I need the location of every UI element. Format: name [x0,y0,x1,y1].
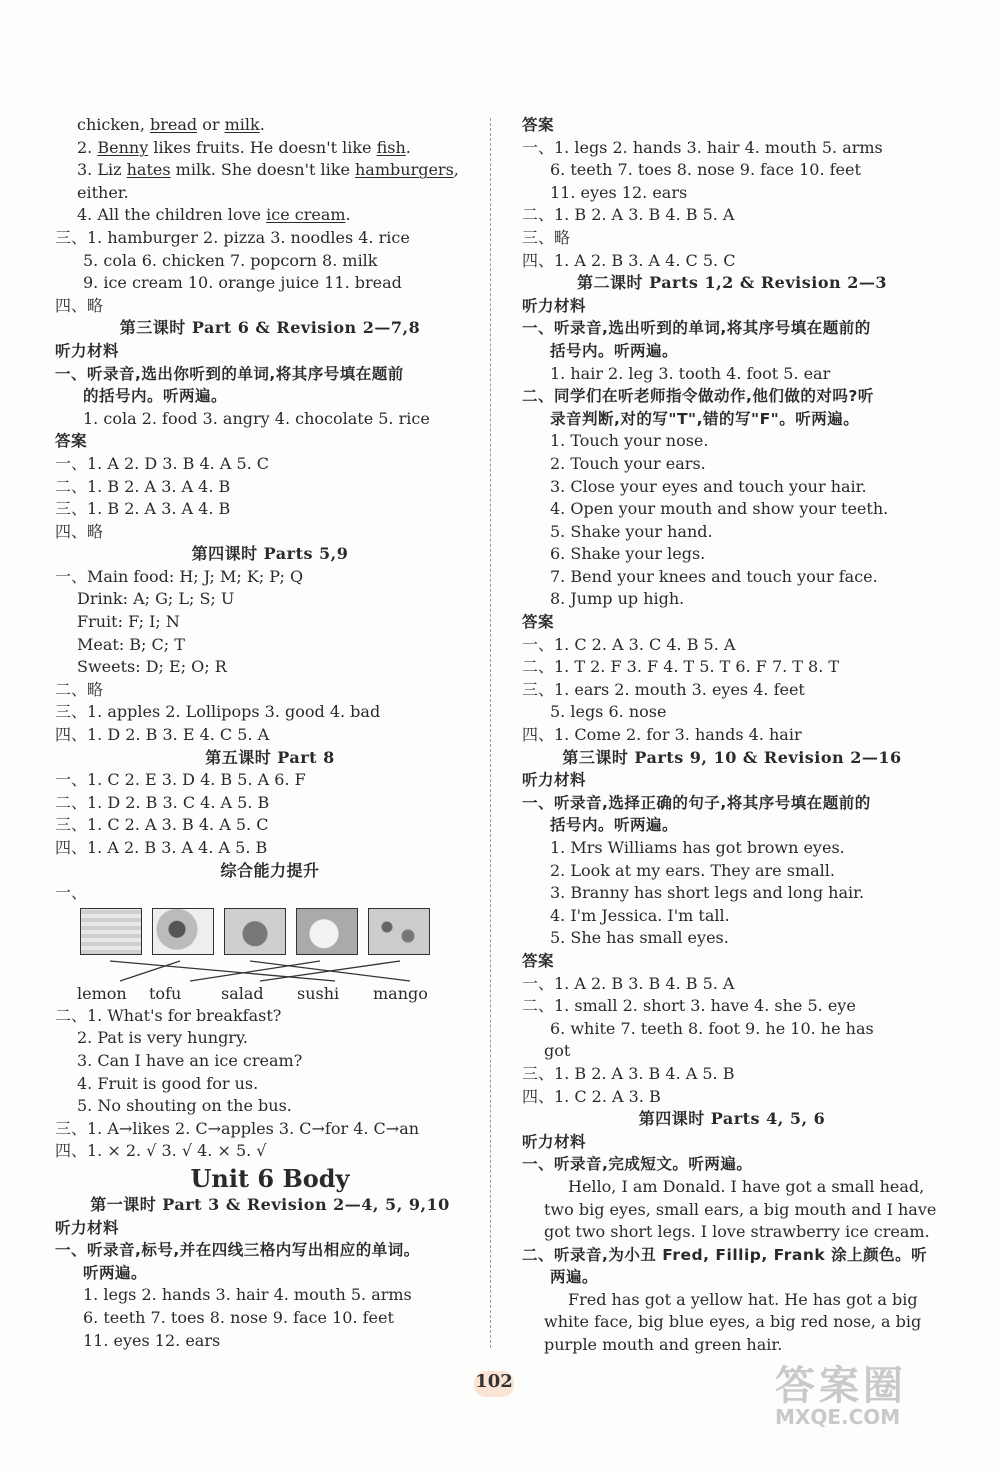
answer-line: 二、1. D 2. B 3. C 4. A 5. B [55,792,270,812]
text-line: 3. Close your eyes and touch your hair. [550,476,867,496]
answer-line: 5. No shouting on the bus. [77,1096,292,1116]
text-line: 5. Shake your hand. [550,521,713,541]
text-line: 1. cola 2. food 3. angry 4. chocolate 5. rice [83,408,430,428]
answer-line: 三、1. B 2. A 3. A 4. B [55,499,231,519]
answer-line: 三、1. B 2. A 3. B 4. A 5. B [522,1063,735,1083]
instruction: 的括号内。听两遍。 [83,387,228,406]
text-line: 3. Liz hates milk. She doesn't like hamburgers, [77,160,459,180]
answer-line: 四、1. A 2. B 3. A 4. C 5. C [522,250,736,270]
answer-line: 一、1. C 2. A 3. C 4. B 5. A [522,634,736,654]
answer-line: 三、略 [522,227,571,247]
instruction: 两遍。 [550,1268,599,1287]
text-line: 4. All the children love ice cream. [77,205,351,225]
watermark-url: MXQE.COM [775,1404,901,1429]
answer-line: 3. Can I have an ice cream? [77,1050,303,1070]
answer-line: 四、1. C 2. A 3. B [522,1086,661,1106]
column-divider [490,118,491,1348]
answer-line: 一、1. legs 2. hands 3. hair 4. mouth 5. arms [522,137,883,157]
text-line: Hello, I am Donald. I have got a small head, [568,1176,925,1196]
answer-line: 二、1. small 2. short 3. have 4. she 5. eye [522,996,856,1016]
instruction: 一、听录音,选择正确的句子,将其序号填在题前的 [522,793,871,812]
instruction: 括号内。听两遍。 [550,816,679,835]
answer-line: 4. Fruit is good for us. [77,1073,259,1093]
text-line: two big eyes, small ears, a big mouth and I have [544,1199,937,1219]
matching-lines [80,959,440,983]
label-listening: 听力材料 [55,1218,120,1237]
instruction: 一、听录音,完成短文。听两遍。 [522,1155,753,1174]
label-listening: 听力材料 [55,341,120,360]
food-pictures [80,908,485,955]
match-words [77,983,485,1005]
answer-line: got [544,1041,571,1061]
answer-line: 6. teeth 7. toes 8. nose 9. face 10. feet [550,160,861,180]
answer-line: 9. ice cream 10. orange juice 11. bread [83,273,402,293]
section-heading: 综合能力提升 [220,860,320,880]
answer-line: 二、1. B 2. A 3. A 4. B [55,476,231,496]
text-line: 8. Jump up high. [550,589,685,609]
answer-line: 四、1. A 2. B 3. A 4. A 5. B [55,838,268,857]
instruction: 括号内。听两遍。 [550,341,679,360]
text-line: white face, big blue eyes, a big red nose, a big [544,1312,922,1332]
instruction: 听两遍。 [83,1263,148,1282]
text-line: 2. Look at my ears. They are small. [550,860,835,880]
food-image [368,908,430,955]
watermark [775,1363,990,1465]
section-heading: 第一课时 Part 3 & Revision 2—4, 5, 9,10 [90,1194,450,1214]
answer-line: 5. cola 6. chicken 7. popcorn 8. milk [83,250,378,270]
answer-line: 一、1. A 2. D 3. B 4. A 5. C [55,453,270,473]
answer-line: 三、1. C 2. A 3. B 4. A 5. C [55,815,269,835]
answer-line: 三、1. apples 2. Lollipops 3. good 4. bad [55,702,381,722]
answer-line: 一、1. C 2. E 3. D 4. B 5. A 6. F [55,770,306,790]
answer-line: Drink: A; G; L; S; U [77,589,235,609]
food-image [152,908,214,955]
text-line: 6. Shake your legs. [550,544,706,564]
label-answers: 答案 [522,116,555,134]
answer-line: 四、略 [55,521,104,541]
text-line: purple mouth and green hair. [544,1335,783,1355]
instruction: 一、听录音,选出听到的单词,将其序号填在题前的 [522,319,871,338]
match-word: tofu [149,983,182,1003]
instruction: 录音判断,对的写"T",错的写"F"。听两遍。 [550,409,860,428]
watermark-logo: 答案圈 [775,1363,907,1409]
text-line: chicken, bread or milk. [77,115,265,134]
answer-line: 三、1. hamburger 2. pizza 3. noodles 4. rice [55,227,410,247]
page-number: 102 [474,1371,514,1397]
text-line: 1. Touch your nose. [550,431,709,451]
right-column [522,114,942,1357]
section-heading: 第三课时 Parts 9, 10 & Revision 2—16 [562,747,902,767]
answer-line: 2. Pat is very hungry. [77,1028,248,1048]
text-line: 4. Open your mouth and show your teeth. [550,499,889,519]
label-listening: 听力材料 [522,771,587,790]
answer-line: 二、1. T 2. F 3. F 4. T 5. T 6. F 7. T 8. T [522,657,840,677]
label-listening: 听力材料 [522,1132,587,1151]
text-line: 2. Benny likes fruits. He doesn't like fish. [77,137,411,157]
section-heading: 第二课时 Parts 1,2 & Revision 2—3 [577,273,887,293]
text-line: either. [77,182,129,202]
food-image [80,908,142,955]
answer-line: 四、1. × 2. √ 3. √ 4. × 5. √ [55,1141,267,1161]
text-line: 7. Bend your knees and touch your face. [550,566,878,586]
answer-line: 11. eyes 12. ears [550,182,688,202]
section-heading: 第三课时 Part 6 & Revision 2—7,8 [119,318,421,338]
instruction: 二、听录音,为小丑 Fred, Fillip, Frank 涂上颜色。听 [522,1245,928,1264]
label-answers: 答案 [55,432,88,451]
answer-line: 5. legs 6. nose [550,702,667,722]
answer-line: 一、1. A 2. B 3. B 4. B 5. A [522,973,735,993]
unit-title: Unit 6 Body [190,1163,350,1193]
label-answers: 答案 [522,613,555,632]
answer-line: Meat: B; C; T [77,634,185,654]
match-word: salad [221,983,264,1003]
text-line: 6. teeth 7. toes 8. nose 9. face 10. feet [83,1307,394,1327]
food-image [296,908,358,955]
text-line: 2. Touch your ears. [550,453,706,473]
answer-line: Sweets: D; E; O; R [77,657,227,677]
section-heading: 第五课时 Part 8 [205,747,335,767]
answer-line: 四、1. Come 2. for 3. hands 4. hair [522,725,802,745]
text-line: 11. eyes 12. ears [83,1330,221,1350]
text-line: 3. Branny has short legs and long hair. [550,883,865,903]
answer-line: 三、1. A→likes 2. C→apples 3. C→for 4. C→an [55,1118,420,1138]
food-image [224,908,286,955]
text-line: 1. Mrs Williams has got brown eyes. [550,838,845,857]
text-line: 5. She has small eyes. [550,928,729,948]
section-heading: 第四课时 Parts 5,9 [191,544,349,564]
text-line: Fred has got a yellow hat. He has got a big [568,1289,918,1309]
match-word: lemon [77,983,127,1003]
text-line: got two short legs. I love strawberry ice cream. [544,1222,930,1242]
instruction: 一、听录音,标号,并在四线三格内写出相应的单词。 [55,1241,420,1260]
label-listening: 听力材料 [522,296,587,315]
left-column [55,114,485,1352]
answer-line: 一、Main food: H; J; M; K; P; Q [55,566,304,586]
answer-line: 二、略 [55,679,104,699]
text-line: 4. I'm Jessica. I'm tall. [550,905,730,925]
answer-line: 6. white 7. teeth 8. foot 9. he 10. he has [550,1018,874,1038]
answer-line: 二、1. B 2. A 3. B 4. B 5. A [522,205,735,225]
instruction: 二、同学们在听老师指令做动作,他们做的对吗?听 [522,387,874,406]
answer-line: Fruit: F; I; N [77,612,180,632]
section-heading: 第四课时 Parts 4, 5, 6 [638,1109,826,1129]
label-answers: 答案 [522,951,555,970]
answer-line: 四、略 [55,295,104,315]
text-line: 1. legs 2. hands 3. hair 4. mouth 5. arms [83,1285,412,1305]
answer-line: 三、1. ears 2. mouth 3. eyes 4. feet [522,679,805,699]
answer-line: 一、 [55,883,88,903]
answer-line: 四、1. D 2. B 3. E 4. C 5. A [55,725,270,745]
match-word: sushi [297,983,340,1003]
match-word: mango [373,983,428,1003]
text-line: 1. hair 2. leg 3. tooth 4. foot 5. ear [550,363,831,383]
instruction: 一、听录音,选出你听到的单词,将其序号填在题前 [55,364,404,383]
answer-line: 二、1. What's for breakfast? [55,1005,282,1025]
